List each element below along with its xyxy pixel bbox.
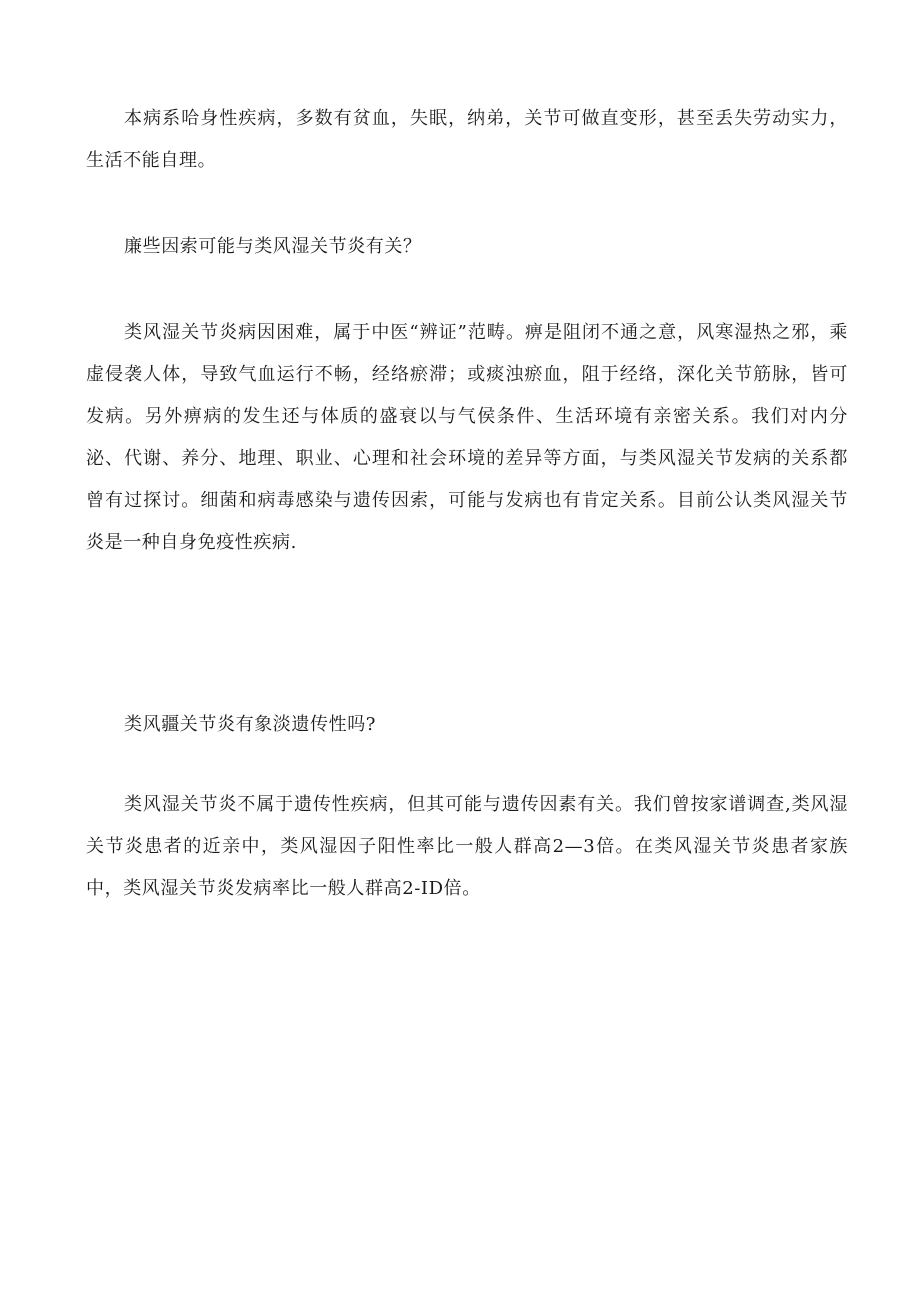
heading-heredity-question: 类风疆关节炎有象淡遗传性吗?: [124, 714, 377, 735]
paragraph-disease-symptoms: 本病系哈身性疾病，多数有贫血，失眠，纳弟，关节可做直变形，甚至丢失劳动实力，生活不能自理。: [86, 108, 848, 171]
heading-causes-question: 廉些因索可能与类风湿关节炎有关？: [124, 236, 422, 257]
paragraph-heredity: 类风湿关节炎不属于遗传性疾病，但其可能与遗传因素有关。我们曾按家谱调查,类风湿关节炎患者的近亲中，类风湿因子阳性率比一般人群高2—3倍。在类风湿关节炎患者家族中，类风湿关节炎发病率比一般人群高2-ID倍。: [86, 794, 848, 899]
paragraph-causes: 类风湿关节炎病因困难，属于中医“辨证”范畴。痹是阻闭不通之意，风寒湿热之邪，乘虚侵袭人体，导致气血运行不畅，经络瘀滞；或痰浊瘀血，阻于经络，深化关节筋脉，皆可发病。另外痹病的发生还与体质的盛衰以与气侯条件、生活环境有亲密关系。我们对内分泌、代谢、养分、地理、职业、心理和社会环境的差异等方面，与类风湿关节发病的关系都曾有过探讨。细菌和病毒感染与遗传因索，可能与发病也有肯定关系。目前公认类风湿关节炎是一种自身免疫性疾病.: [86, 322, 848, 553]
